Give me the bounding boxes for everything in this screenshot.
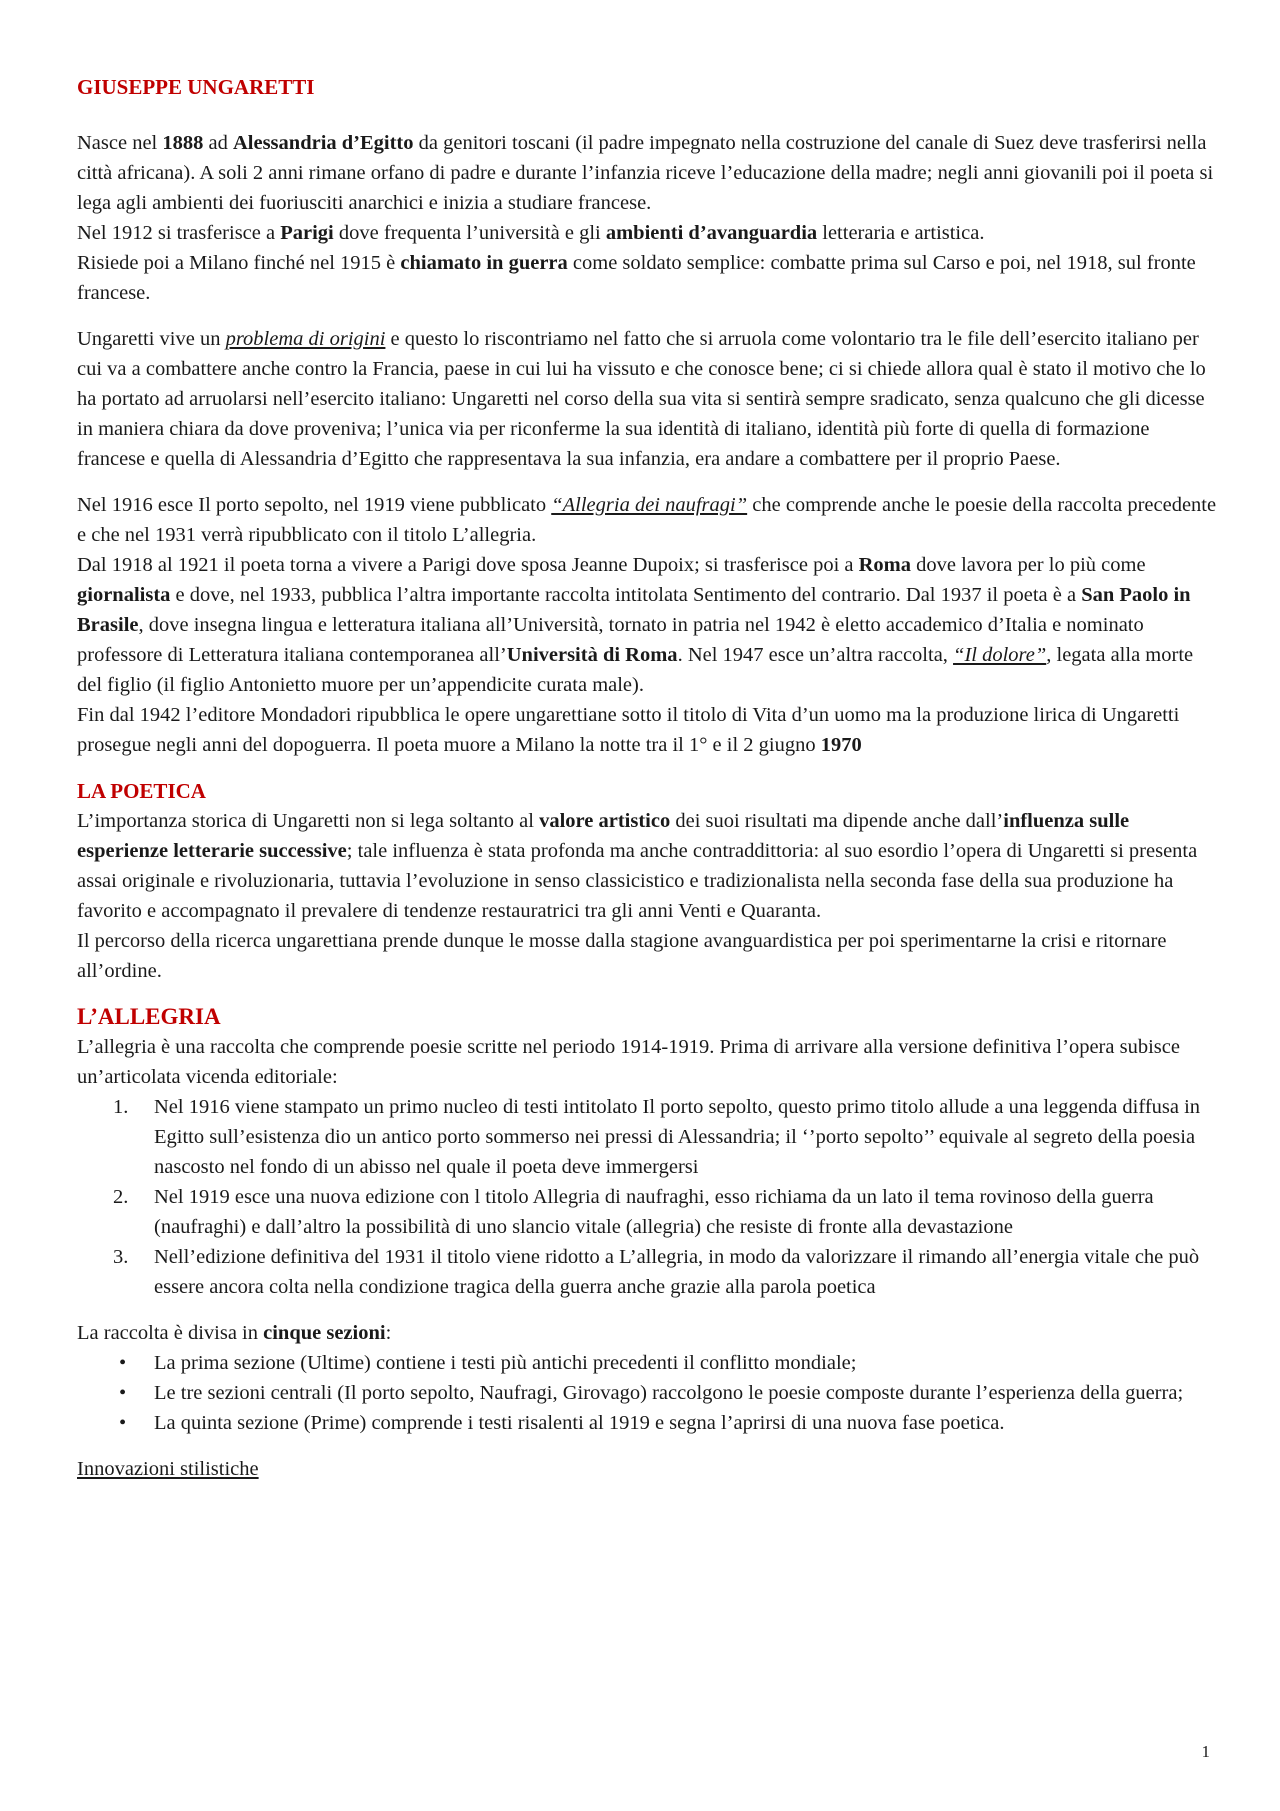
text: Nel 1916 esce Il porto sepolto, nel 1919 viene pubblicato [77, 494, 552, 516]
bullet-icon: • [119, 1382, 127, 1404]
text: . Nel 1947 esce un’altra raccolta, [677, 644, 954, 666]
bold-text: Alessandria d’Egitto [232, 132, 414, 154]
bold-text: Roma [858, 554, 912, 576]
document-title: GIUSEPPE UNGARETTI [77, 75, 315, 99]
list-item-text: Le tre sezioni centrali (Il porto sepolto, Naufragi, Girovago) raccolgono le poesie composte durante l’esperienza della guerra; [154, 1382, 1184, 1404]
text: L’importanza storica di Ungaretti non si lega soltanto al [77, 810, 540, 832]
bold-text: valore artistico [539, 810, 671, 832]
text: Fin dal 1942 l’editore Mondadori ripubblica le opere ungarettiane sotto il titolo di Vita d’un uomo ma la produzione lirica di Ungaretti prosegue negli anni del dopoguerra. Il poeta muore a Milano la notte tra il 1° e il 2 giugno [77, 704, 1180, 756]
bold-text: influenza sulle esperienze letterarie successive [77, 810, 1130, 862]
bold-text: San Paolo in Brasile [77, 584, 1191, 636]
subheading-innovazioni: Innovazioni stilistiche [77, 1458, 259, 1480]
list-number: 3. [113, 1246, 129, 1268]
sezioni-list [77, 1348, 1217, 1438]
bold-text: cinque sezioni [263, 1322, 386, 1344]
text: , dove insegna lingua e letteratura italiana all’Università, tornato in patria nel 1942 è eletto accademico d’Italia e nominato professore di Letteratura italiana contemporanea all’ [77, 614, 1144, 666]
bold-text: giornalista [77, 584, 171, 606]
text: ; tale influenza è stata profonda ma anche contraddittoria: al suo esordio l’opera di Ungaretti si presenta assai originale e rivoluzionaria, tuttavia l’evoluzione in senso classicistico e tradizionalista nella seconda fase della sua produzione ha favorito e accompagnato il prevalere di tendenze restauratrici tra gli anni Venti e Quaranta. [77, 840, 1198, 922]
text: Dal 1918 al 1921 il poeta torna a vivere a Parigi dove sposa Jeanne Dupoix; si trasferisce poi a [77, 554, 859, 576]
bold-text: Università di Roma [506, 644, 678, 666]
allegria-editions-list [77, 1092, 1217, 1302]
bold-text: ambienti d’avanguardia [605, 222, 818, 244]
text: Risiede poi a Milano finché nel 1915 è [77, 252, 401, 274]
text: Nasce nel [77, 132, 163, 154]
bullet-icon: • [119, 1412, 127, 1434]
list-item [77, 1182, 1217, 1242]
text: come soldato semplice: combatte prima sul Carso e poi, nel 1918, sul fronte francese. [77, 252, 1196, 304]
bullet-icon: • [119, 1352, 127, 1374]
list-item-text: La quinta sezione (Prime) comprende i testi risalenti al 1919 e segna l’aprirsi di una nuova fase poetica. [154, 1412, 1005, 1434]
list-number: 1. [113, 1096, 129, 1118]
sezioni-intro [77, 1318, 1217, 1348]
section-heading-poetica: LA POETICA [77, 779, 206, 803]
list-item-text: Nel 1919 esce una nuova edizione con l titolo Allegria di naufraghi, esso richiama da un lato il tema rovinoso della guerra (naufraghi) e dall’altro la possibilità di uno slancio vitale (allegria) che resiste di fronte alla devastazione [154, 1186, 1154, 1238]
list-item [77, 1408, 1217, 1438]
allegria-intro: L’allegria è una raccolta che comprende poesie scritte nel periodo 1914-1919. Prima di arrivare alla versione definitiva l’opera subisce un’articolata vicenda editoriale: [77, 1036, 1180, 1088]
bold-text: chiamato in guerra [400, 252, 568, 274]
text: La raccolta è divisa in [77, 1322, 264, 1344]
section-heading-allegria: L’ALLEGRIA [77, 1004, 221, 1029]
text: , legata alla morte del figlio (il figlio Antonietto muore per un’appendicite curata male). [77, 644, 1194, 696]
text: da genitori toscani (il padre impegnato nella costruzione del canale di Suez deve trasferirsi nella città africana). A soli 2 anni rimane orfano di padre e durante l’infanzia riceve l’educazione della madre; negli anni giovanili poi il poeta si lega agli ambienti dei fuoriusciti anarchici e inizia a studiare francese. [77, 132, 1214, 214]
bio-paragraph-3 [77, 490, 1217, 760]
text: Nel 1912 si trasferisce a [77, 222, 281, 244]
page-number: 1 [1201, 1742, 1210, 1761]
emphasis-text: problema di origini [225, 328, 386, 350]
list-item [77, 1242, 1217, 1302]
bold-text: 1888 [162, 132, 204, 154]
text: Ungaretti vive un [77, 328, 226, 350]
list-item [77, 1348, 1217, 1378]
document-page [77, 72, 1217, 1484]
text: dei suoi risultati ma dipende anche dall’ [670, 810, 1004, 832]
list-item [77, 1092, 1217, 1182]
text: : [385, 1322, 392, 1344]
bold-text: 1970 [820, 734, 862, 756]
list-item-text: La prima sezione (Ultime) contiene i testi più antichi precedenti il conflitto mondiale; [154, 1352, 857, 1374]
list-number: 2. [113, 1186, 129, 1208]
text: dove frequenta l’università e gli [333, 222, 606, 244]
text: Il percorso della ricerca ungarettiana prende dunque le mosse dalla stagione avanguardistica per poi sperimentarne la crisi e ritornare all’ordine. [77, 930, 1167, 982]
bio-paragraph-2 [77, 324, 1217, 474]
emphasis-text: “Allegria dei naufragi” [551, 494, 748, 516]
emphasis-text: “Il dolore” [953, 644, 1047, 666]
bio-paragraph-1 [77, 128, 1217, 308]
list-item-text: Nell’edizione definitiva del 1931 il titolo viene ridotto a L’allegria, in modo da valorizzare il rimando all’energia vitale che può essere ancora colta nella condizione tragica della guerra anche grazie alla parola poetica [154, 1246, 1200, 1298]
text: che comprende anche le poesie della raccolta precedente e che nel 1931 verrà ripubblicato con il titolo L’allegria. [77, 494, 1217, 546]
bold-text: Parigi [280, 222, 334, 244]
text: ad [203, 132, 233, 154]
text: dove lavora per lo più come [911, 554, 1146, 576]
text: e dove, nel 1933, pubblica l’altra importante raccolta intitolata Sentimento del contrario. Dal 1937 il poeta è a [170, 584, 1082, 606]
text: letteraria e artistica. [817, 222, 985, 244]
poetica-paragraph [77, 806, 1217, 986]
text: e questo lo riscontriamo nel fatto che si arruola come volontario tra le file dell’esercito italiano per cui va a combattere anche contro la Francia, paese in cui lui ha vissuto e che conosce bene; ci si chiede allora qual è stato il motivo che lo ha portato ad arruolarsi nell’esercito italiano: Ungaretti nel corso della sua vita si sentirà sempre sradicato, senza qualcuno che gli dicesse in maniera chiara da dove proveniva; l’unica via per riconferme la sua identità di italiano, identità più forte di quella di formazione francese e quella di Alessandria d’Egitto che rappresentava la sua infanzia, era andare a combattere per il proprio Paese. [77, 328, 1206, 470]
list-item-text: Nel 1916 viene stampato un primo nucleo di testi intitolato Il porto sepolto, questo primo titolo allude a una leggenda diffusa in Egitto sull’esistenza dio un antico porto sommerso nei pressi di Alessandria; il ‘’porto sepolto’’ equivale al segreto della poesia nascosto nel fondo di un abisso nel quale il poeta deve immergersi [154, 1096, 1201, 1178]
list-item [77, 1378, 1217, 1408]
